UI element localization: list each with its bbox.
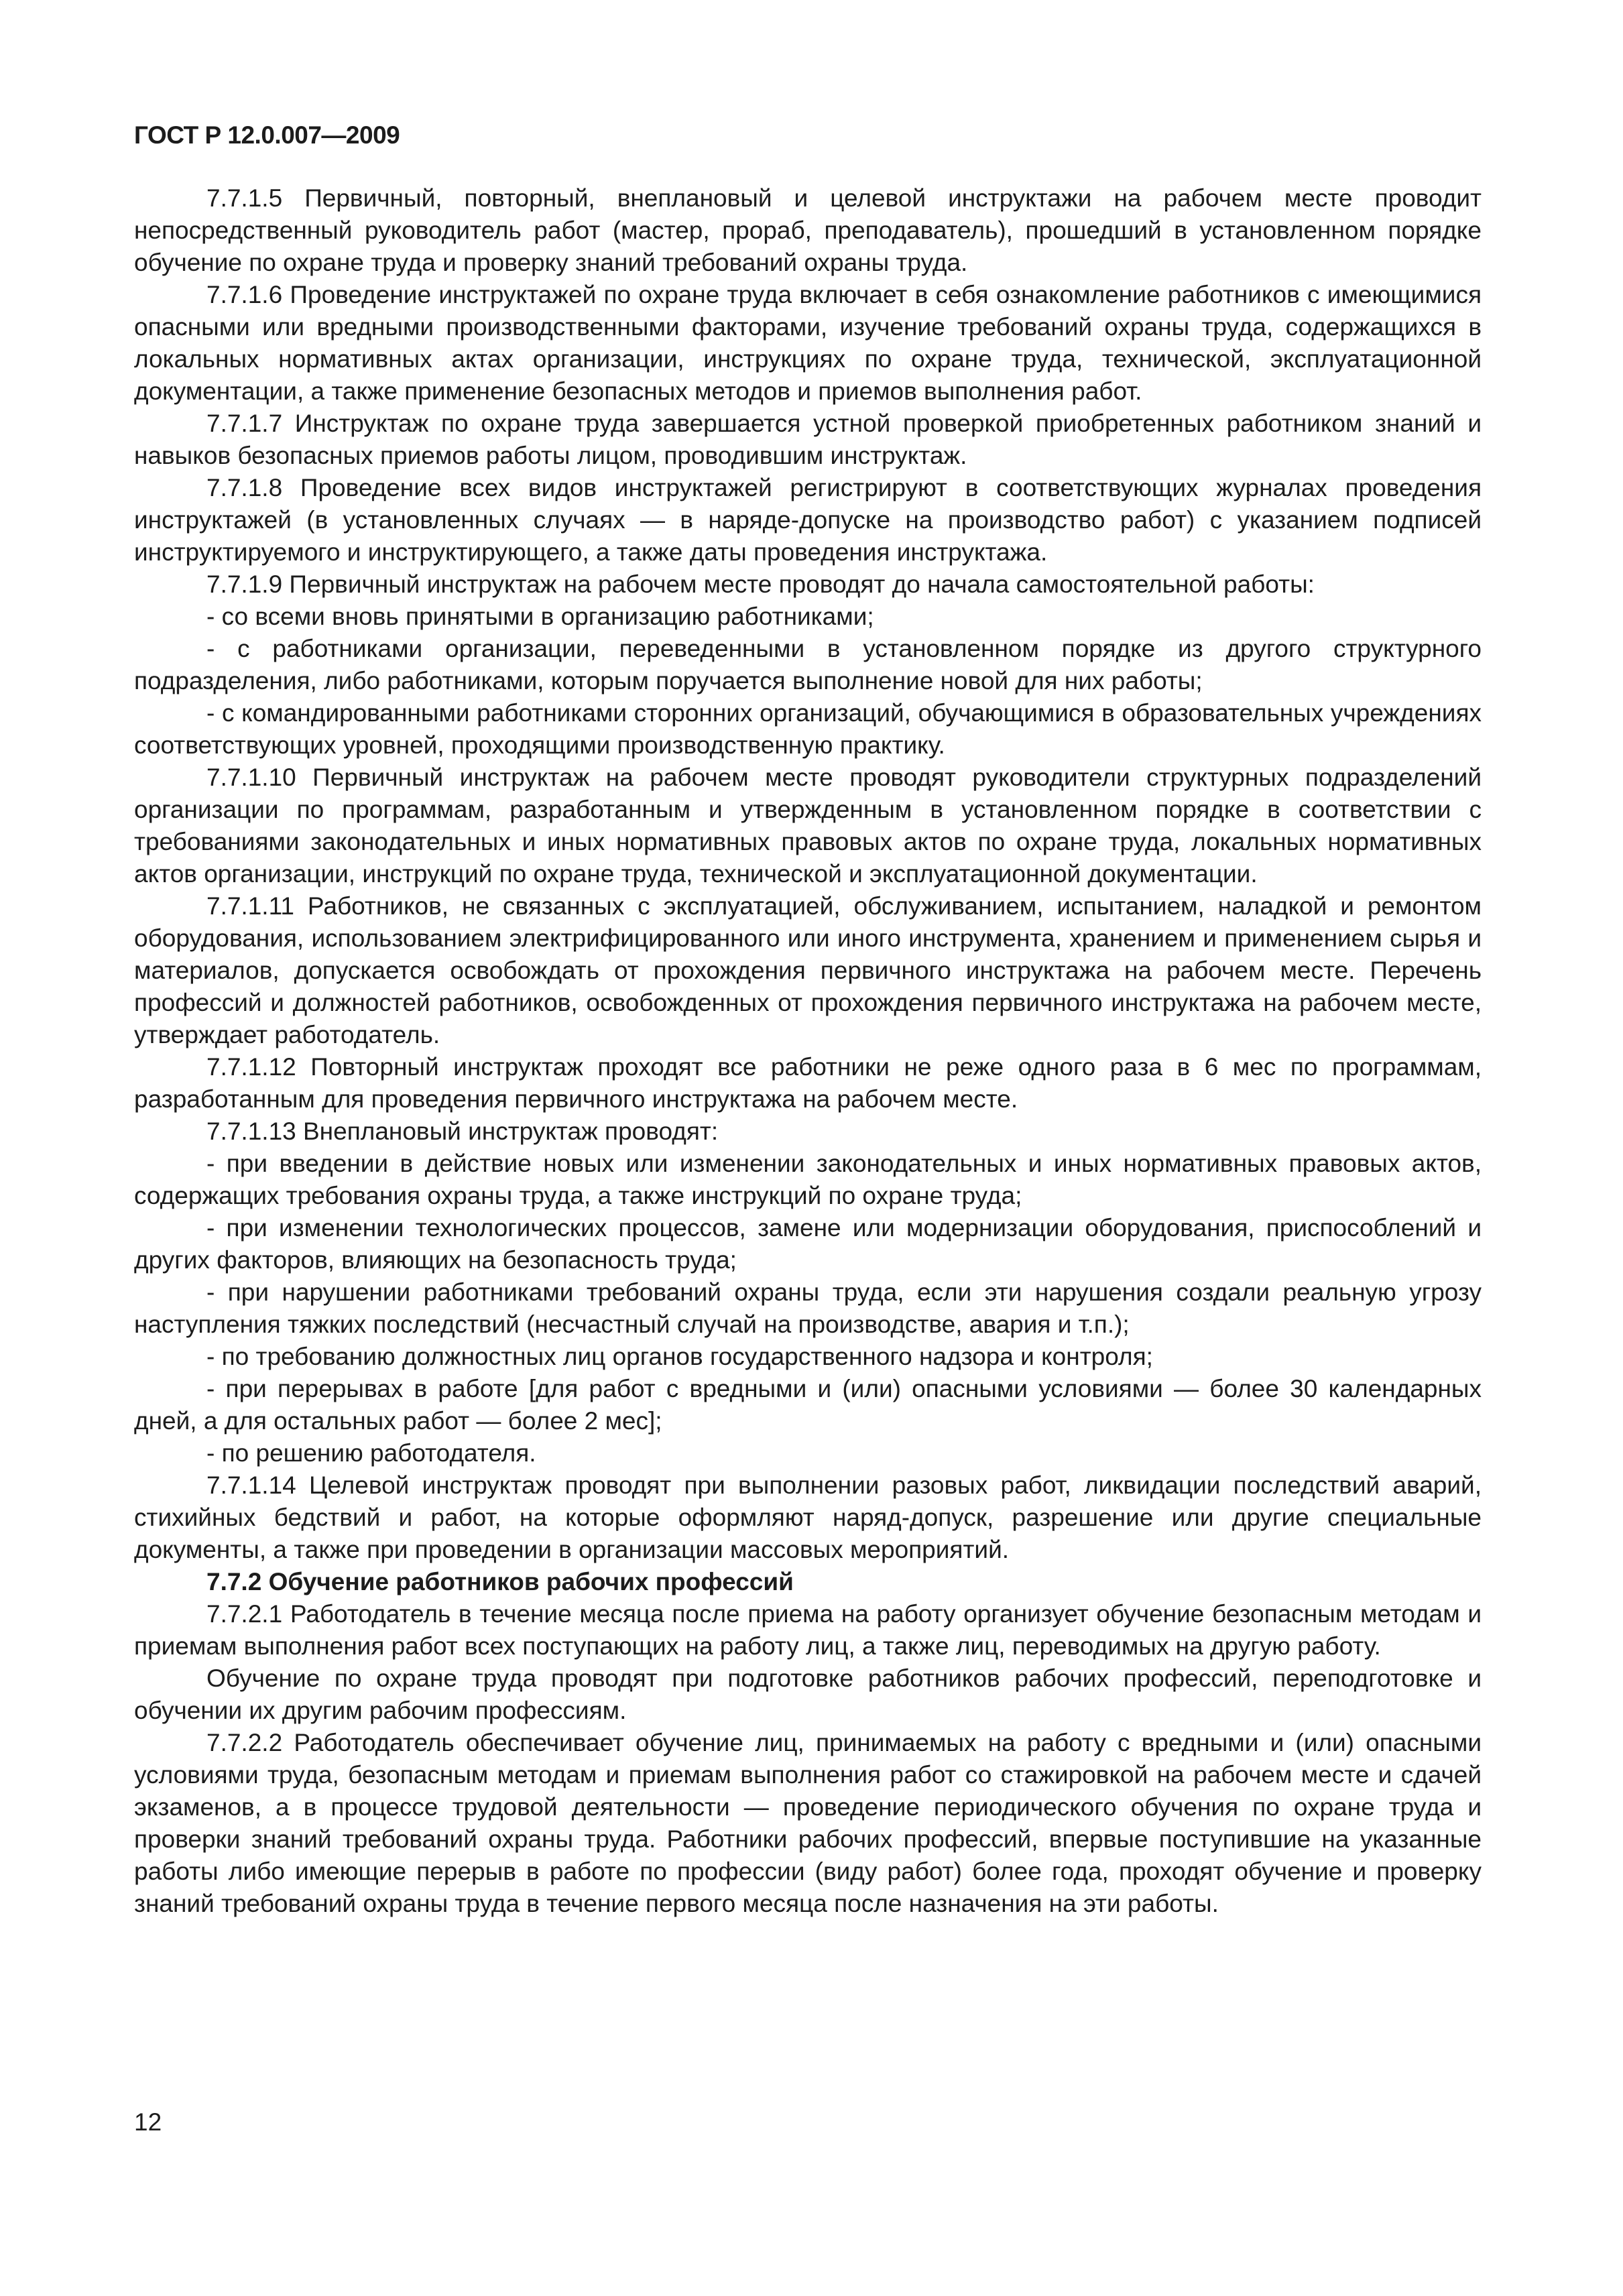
list-item: - с командированными работниками сторонних организаций, обучающимися в образовательных учреждениях соответствующих уровней, проходящими производственную практику. — [134, 699, 1482, 760]
paragraph-7-7-2-1: 7.7.2.1 Работодатель в течение месяца после приема на работу организует обучение безопасным методам и приемам выполнения работ всех поступающих на работу лиц, а также лиц, переводимых на другую работу. — [134, 1600, 1482, 1660]
list-item: - при изменении технологических процессов, замене или модернизации оборудования, приспособлений и других факторов, влияющих на безопасность труда; — [134, 1214, 1482, 1274]
paragraph-training-note: Обучение по охране труда проводят при подготовке работников рабочих профессий, переподготовке и обучении их другим рабочим профессиям. — [134, 1665, 1482, 1725]
paragraph-7-7-1-9: 7.7.1.9 Первичный инструктаж на рабочем месте проводят до начала самостоятельной работы: — [206, 570, 1315, 599]
document-code-header: ГОСТ Р 12.0.007—2009 — [134, 121, 400, 149]
paragraph-7-7-1-14: 7.7.1.14 Целевой инструктаж проводят при выполнении разовых работ, ликвидации последствий аварий, стихийных бедствий и работ, на которые оформляют наряд-допуск, разрешение или другие специальные документы, а также при проведении в организации массовых мероприятий. — [134, 1471, 1482, 1564]
paragraph-7-7-1-11: 7.7.1.11 Работников, не связанных с эксплуатацией, обслуживанием, испытанием, наладкой и ремонтом оборудования, использованием электрифицированного или иного инструмента, хранением и применением сырья и материалов, допускается освобождать от прохождения первичного инструктажа на рабочем месте. Перечень профессий и должностей работников, освобожденных от прохождения первичного инструктажа на рабочем месте, утверждает работодатель. — [134, 892, 1482, 1049]
list-item: - при нарушении работниками требований охраны труда, если эти нарушения создали реальную угрозу наступления тяжких последствий (несчастный случай на производстве, авария и т.п.); — [134, 1278, 1482, 1339]
document-body — [134, 182, 1482, 1920]
list-item: - с работниками организации, переведенными в установленном порядке из другого структурного подразделения, либо работниками, которым поручается выполнение новой для них работы; — [134, 635, 1482, 695]
paragraph-7-7-1-6: 7.7.1.6 Проведение инструктажей по охране труда включает в себя ознакомление работников с имеющимися опасными или вредными производственными факторами, изучение требований охраны труда, содержащихся в локальных нормативных актах организации, инструкциях по охране труда, технической, эксплуатационной документации, а также применение безопасных методов и приемов выполнения работ. — [134, 281, 1482, 406]
paragraph-7-7-1-10: 7.7.1.10 Первичный инструктаж на рабочем месте проводят руководители структурных подразделений организации по программам, разработанным и утвержденным в установленном порядке в соответствии с требованиями законодательных и иных нормативных правовых актов по охране труда, локальных нормативных актов организации, инструкций по охране труда, технической и эксплуатационной документации. — [134, 764, 1482, 888]
list-item: - при перерывах в работе [для работ с вредными и (или) опасными условиями — более 30 календарных дней, а для остальных работ — более 2 мес]; — [134, 1375, 1482, 1435]
paragraph-7-7-1-13: 7.7.1.13 Внеплановый инструктаж проводят: — [206, 1117, 719, 1146]
document-page — [134, 121, 1482, 1920]
paragraph-7-7-1-7: 7.7.1.7 Инструктаж по охране труда завершается устной проверкой приобретенных работником знаний и навыков безопасных приемов работы лицом, проводившим инструктаж. — [134, 410, 1482, 470]
list-item: - по решению работодателя. — [206, 1439, 536, 1467]
page-number: 12 — [134, 2108, 162, 2136]
paragraph-7-7-1-8: 7.7.1.8 Проведение всех видов инструктажей регистрируют в соответствующих журналах проведения инструктажей (в установленных случаях — в наряде-допуске на производство работ) с указанием подписей инструктируемого и инструктирующего, а также даты проведения инструктажа. — [134, 474, 1482, 566]
section-heading-7-7-2: 7.7.2 Обучение работников рабочих профессий — [206, 1568, 794, 1596]
list-item: - со всеми вновь принятыми в организацию работниками; — [206, 603, 874, 631]
paragraph-7-7-1-12: 7.7.1.12 Повторный инструктаж проходят все работники не реже одного раза в 6 мес по программам, разработанным для проведения первичного инструктажа на рабочем месте. — [134, 1053, 1482, 1113]
list-item: - по требованию должностных лиц органов государственного надзора и контроля; — [206, 1343, 1153, 1371]
list-item: - при введении в действие новых или изменении законодательных и иных нормативных правовых актов, содержащих требования охраны труда, а также инструкций по охране труда; — [134, 1150, 1482, 1210]
paragraph-7-7-2-2: 7.7.2.2 Работодатель обеспечивает обучение лиц, принимаемых на работу с вредными и (или) опасными условиями труда, безопасным методам и приемам выполнения работ со стажировкой на рабочем месте и сдачей экзаменов, а в процессе трудовой деятельности — проведение периодического обучения по охране труда и проверки знаний требований охраны труда. Работники рабочих профессий, впервые поступившие на указанные работы либо имеющие перерыв в работе по профессии (виду работ) более года, проходят обучение и проверку знаний требований охраны труда в течение первого месяца после назначения на эти работы. — [134, 1729, 1482, 1918]
paragraph-7-7-1-5: 7.7.1.5 Первичный, повторный, внеплановый и целевой инструктажи на рабочем месте проводит непосредственный руководитель работ (мастер, прораб, преподаватель), прошедший в установленном порядке обучение по охране труда и проверку знаний требований охраны труда. — [134, 184, 1482, 277]
